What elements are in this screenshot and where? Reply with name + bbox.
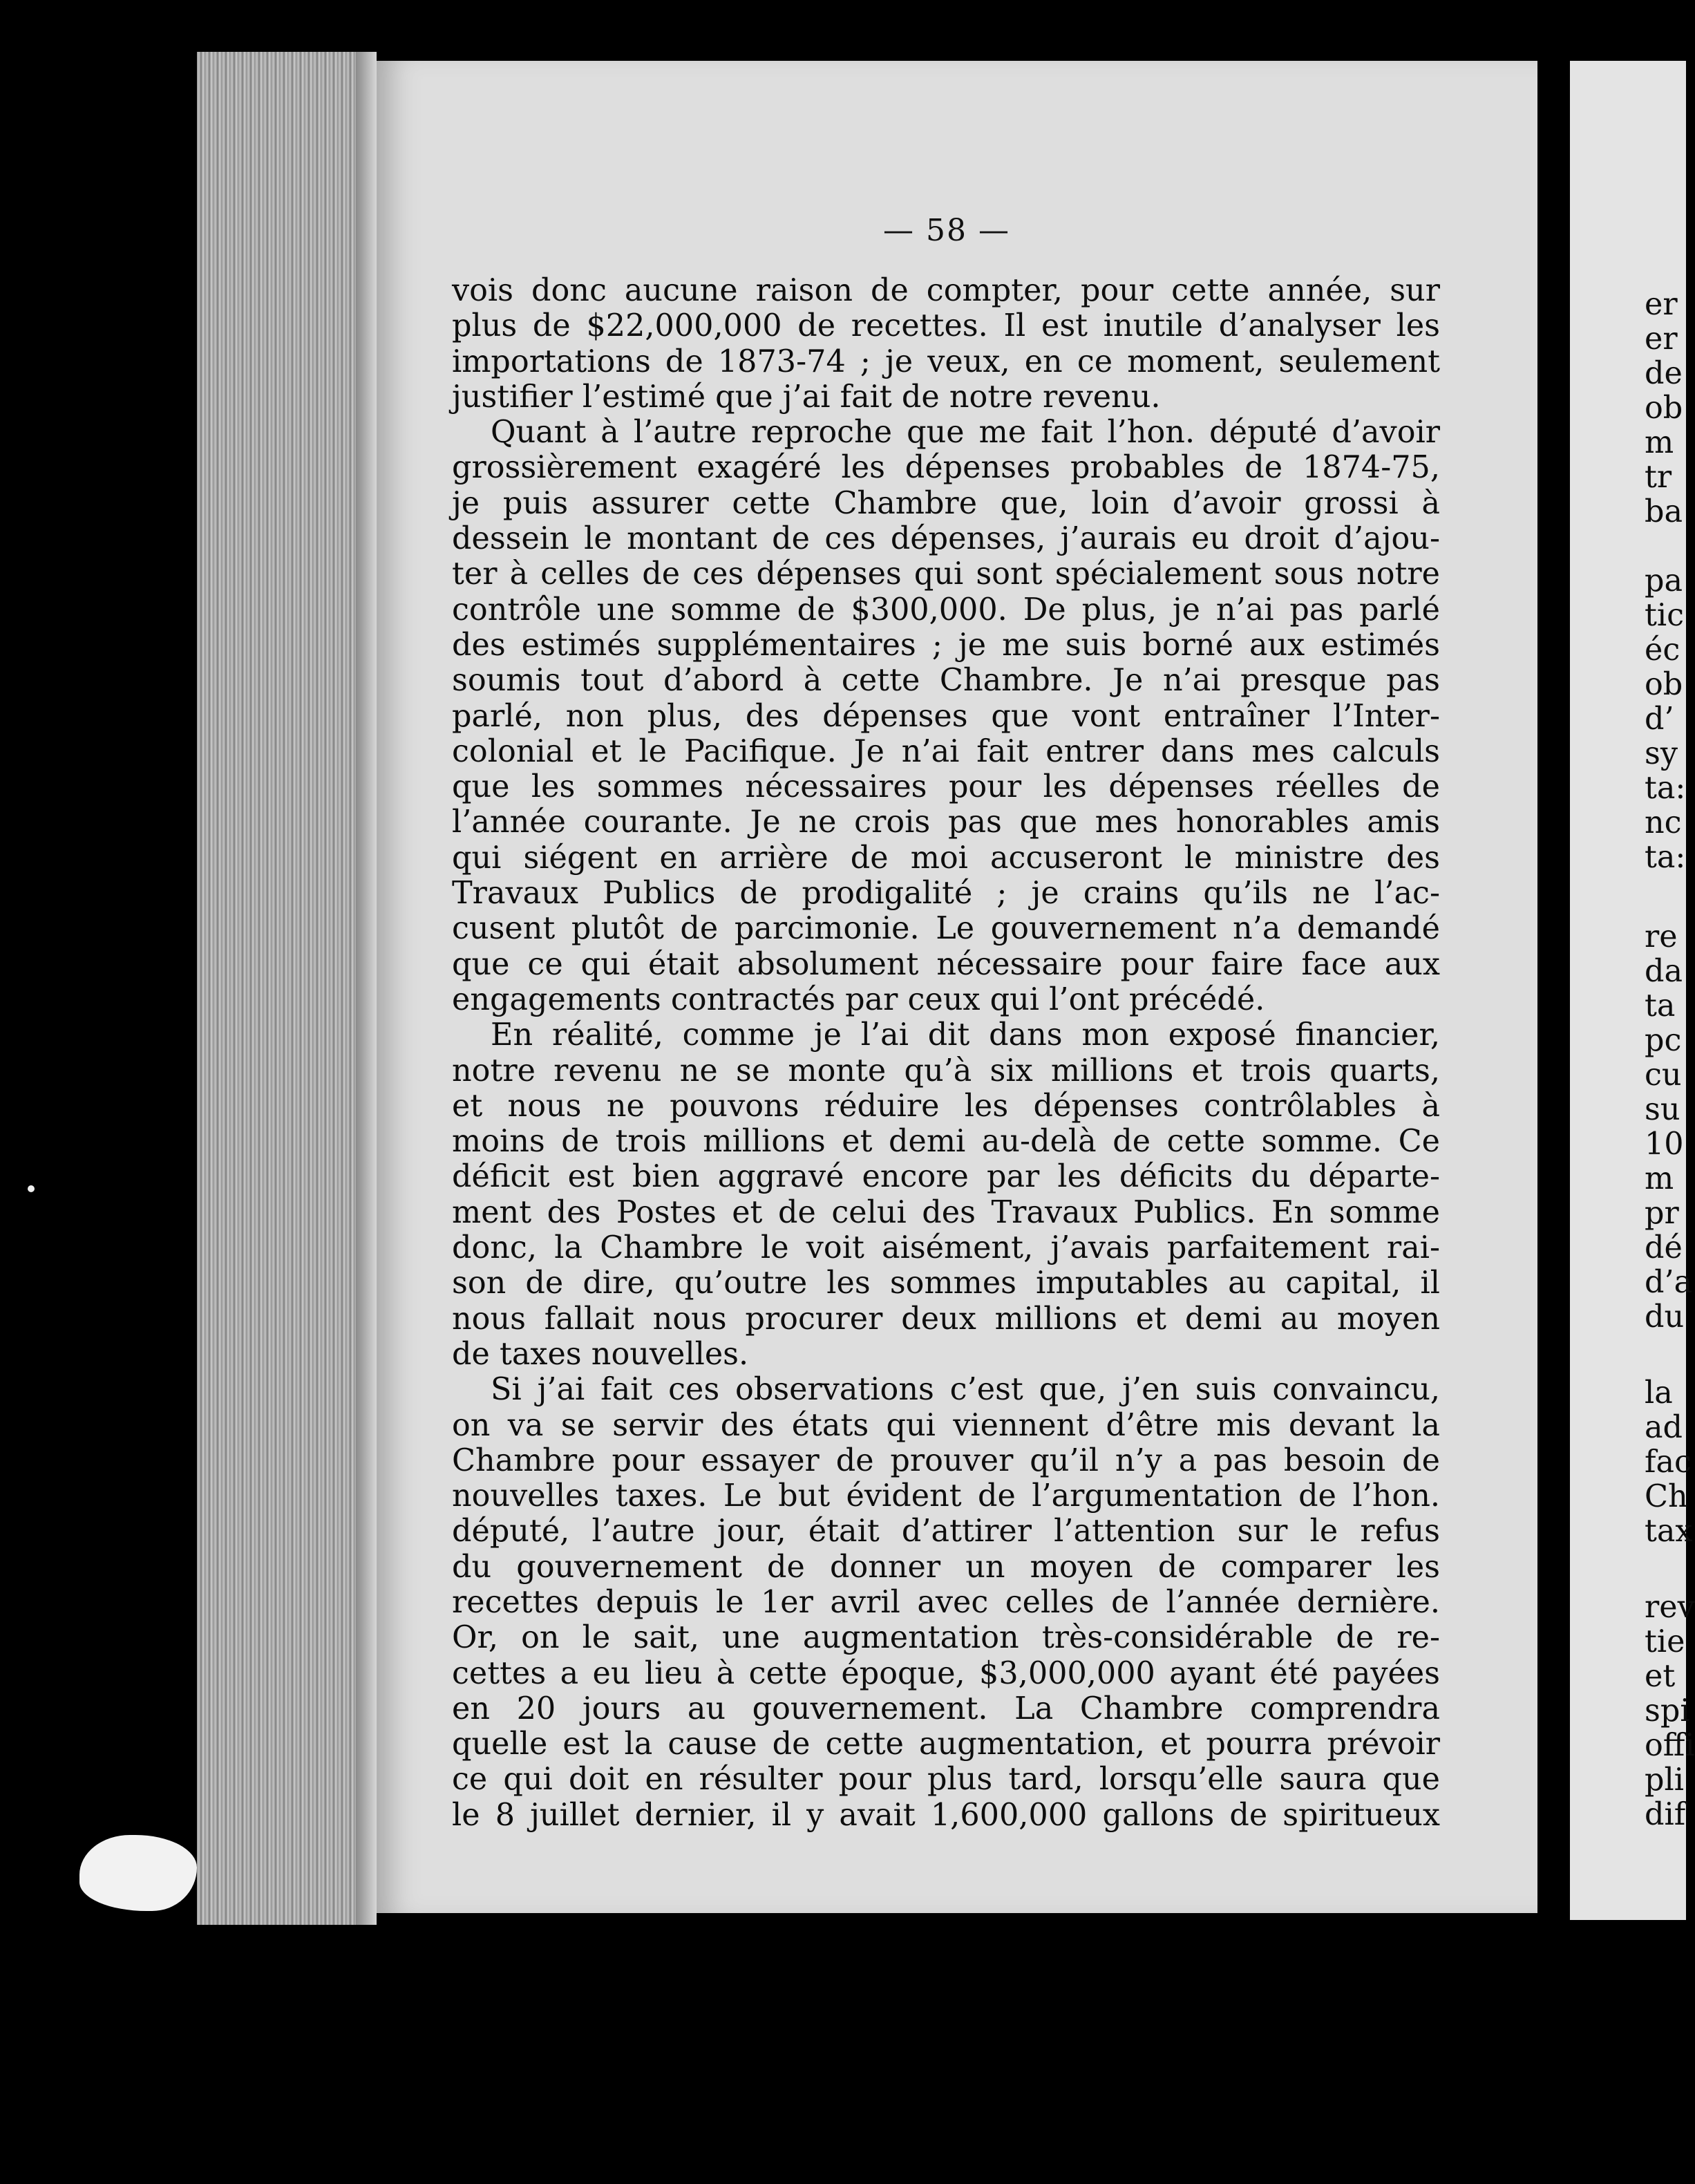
facing-page-fragment: éc xyxy=(1645,632,1680,668)
facing-page-fragment: 10 xyxy=(1645,1127,1684,1162)
page-number: — 58 — xyxy=(883,213,1010,248)
text-line: parlé, non plus, des dépenses que vont entraîner l’Inter- xyxy=(452,698,1440,734)
text-line: Chambre pour essayer de prouver qu’il n’y a pas besoin de xyxy=(452,1442,1440,1478)
text-line: Si j’ai fait ces observations c’est que, j’en suis convaincu, xyxy=(491,1372,1440,1408)
facing-page-fragment: ta xyxy=(1645,988,1676,1024)
facing-page-fragment: d’ xyxy=(1645,702,1674,737)
facing-page-fragment: re xyxy=(1645,919,1678,954)
text-line: l’année courante. Je ne crois pas que mes honorables amis xyxy=(452,804,1440,840)
facing-page-fragment: tic xyxy=(1645,598,1685,633)
text-line: des estimés supplémentaires ; je me suis borné aux estimés xyxy=(452,627,1440,663)
facing-page-fragment: fac xyxy=(1645,1444,1692,1480)
text-line: contrôle une somme de $300,000. De plus, je n’ai pas parlé xyxy=(452,592,1440,628)
facing-page-fragment: cu xyxy=(1645,1057,1682,1093)
text-line: donc, la Chambre le voit aisément, j’avais parfaitement rai- xyxy=(452,1230,1440,1266)
book-page-edges xyxy=(197,52,377,1925)
facing-page-fragment: sy xyxy=(1645,736,1678,771)
facing-page-fragment: er xyxy=(1645,287,1678,322)
text-line: cusent plutôt de parcimonie. Le gouvernement n’a demandé xyxy=(452,911,1440,947)
text-line: je puis assurer cette Chambre que, loin d’avoir grossi à xyxy=(452,485,1440,521)
facing-page-fragment: m xyxy=(1645,1161,1674,1196)
text-line: colonial et le Pacifique. Je n’ai fait entrer dans mes calculs xyxy=(452,733,1440,769)
facing-page-fragment: m xyxy=(1645,425,1674,460)
text-line: que les sommes nécessaires pour les dépenses réelles de xyxy=(452,769,1440,805)
text-line: notre revenu ne se monte qu’à six millions et trois quarts, xyxy=(452,1053,1440,1089)
text-line: déficit est bien aggravé encore par les déficits du départe- xyxy=(452,1159,1440,1195)
facing-page-fragment: er xyxy=(1645,321,1678,357)
facing-page-fragment: ba xyxy=(1645,494,1683,529)
facing-page-fragment: tie xyxy=(1645,1624,1685,1659)
text-line: ter à celles de ces dépenses qui sont spécialement sous notre xyxy=(452,556,1440,592)
facing-page-fragment: tr xyxy=(1645,460,1672,495)
facing-page-fragment: offi xyxy=(1645,1728,1695,1763)
facing-page-fragment: pr xyxy=(1645,1196,1679,1231)
facing-page-fragment: nc xyxy=(1645,805,1682,840)
facing-page-fragment: ta: xyxy=(1645,840,1686,875)
speck xyxy=(28,1185,35,1192)
facing-page-fragment: tax xyxy=(1645,1514,1693,1549)
facing-page-fragment: spi xyxy=(1645,1693,1690,1729)
text-line: recettes depuis le 1er avril avec celles de l’année dernière. xyxy=(452,1584,1440,1620)
text-line: son de dire, qu’outre les sommes imputables au capital, il xyxy=(452,1265,1440,1301)
facing-page-fragment: Ch xyxy=(1645,1479,1688,1514)
text-line: vois donc aucune raison de compter, pour cette année, sur xyxy=(452,273,1440,308)
text-line: qui siégent en arrière de moi accuseront le ministre des xyxy=(452,840,1440,876)
facing-page-fragment: dif xyxy=(1645,1797,1686,1832)
facing-page-fragment: su xyxy=(1645,1092,1680,1127)
facing-page-fragment: ta: xyxy=(1645,771,1686,806)
text-line: député, l’autre jour, était d’attirer l’attention sur le refus xyxy=(452,1514,1440,1550)
facing-page-fragment: dé xyxy=(1645,1230,1683,1265)
facing-page-fragment: et xyxy=(1645,1659,1676,1694)
text-line: quelle est la cause de cette augmentation, et pourra prévoir xyxy=(452,1726,1440,1762)
text-line: Travaux Publics de prodigalité ; je crains qu’ils ne l’ac- xyxy=(452,876,1440,912)
text-line: en 20 jours au gouvernement. La Chambre comprendra xyxy=(452,1691,1440,1726)
text-line: et nous ne pouvons réduire les dépenses contrôlables à xyxy=(452,1088,1440,1124)
text-line: nous fallait nous procurer deux millions et demi au moyen xyxy=(452,1301,1440,1337)
text-line: grossièrement exagéré les dépenses probables de 1874-75, xyxy=(452,450,1440,486)
text-line: du gouvernement de donner un moyen de comparer les xyxy=(452,1549,1440,1585)
body-text xyxy=(452,273,1440,1833)
text-line: soumis tout d’abord à cette Chambre. Je n’ai presque pas xyxy=(452,663,1440,699)
text-line: le 8 juillet dernier, il y avait 1,600,000 gallons de spiritueux xyxy=(452,1797,1440,1833)
facing-page-fragment: d’a xyxy=(1645,1265,1693,1300)
text-line: plus de $22,000,000 de recettes. Il est inutile d’analyser les xyxy=(452,308,1440,344)
text-line: cettes a eu lieu à cette époque, $3,000,000 ayant été payées xyxy=(452,1655,1440,1691)
paper-blemish xyxy=(79,1835,197,1911)
facing-page-fragment: pa xyxy=(1645,563,1683,599)
facing-page-fragment: ob xyxy=(1645,667,1683,702)
text-line: on va se servir des états qui viennent d’être mis devant la xyxy=(452,1407,1440,1443)
text-line: importations de 1873-74 ; je veux, en ce moment, seulement xyxy=(452,343,1440,379)
text-line: En réalité, comme je l’ai dit dans mon exposé financier, xyxy=(491,1017,1440,1053)
facing-page-fragment: ad xyxy=(1645,1410,1683,1445)
facing-page-fragment: ob xyxy=(1645,390,1683,426)
text-line: dessein le montant de ces dépenses, j’aurais eu droit d’ajou- xyxy=(452,521,1440,557)
text-line: ment des Postes et de celui des Travaux Publics. En somme xyxy=(452,1194,1440,1230)
facing-page-fragment: rev xyxy=(1645,1590,1695,1625)
facing-page-fragment: pli xyxy=(1645,1762,1684,1798)
text-line: que ce qui était absolument nécessaire pour faire face aux xyxy=(452,946,1440,982)
facing-page-fragment: la xyxy=(1645,1375,1673,1411)
facing-page-fragment: pc xyxy=(1645,1023,1682,1058)
text-line: nouvelles taxes. Le but évident de l’argumentation de l’hon. xyxy=(452,1478,1440,1514)
facing-page-fragment: da xyxy=(1645,954,1683,989)
facing-page-fragment: du xyxy=(1645,1299,1685,1335)
text-line: engagements contractés par ceux qui l’ont précédé. xyxy=(452,981,1265,1017)
text-line: ce qui doit en résulter pour plus tard, lorsqu’elle saura que xyxy=(452,1762,1440,1798)
text-line: Quant à l’autre reproche que me fait l’hon. député d’avoir xyxy=(491,415,1440,451)
text-line: de taxes nouvelles. xyxy=(452,1336,749,1372)
text-line: justifier l’estimé que j’ai fait de notre revenu. xyxy=(452,379,1161,415)
text-line: moins de trois millions et demi au-delà de cette somme. Ce xyxy=(452,1124,1440,1160)
text-line: Or, on le sait, une augmentation très-considérable de re- xyxy=(452,1620,1440,1656)
facing-page-fragment: de xyxy=(1645,356,1683,391)
